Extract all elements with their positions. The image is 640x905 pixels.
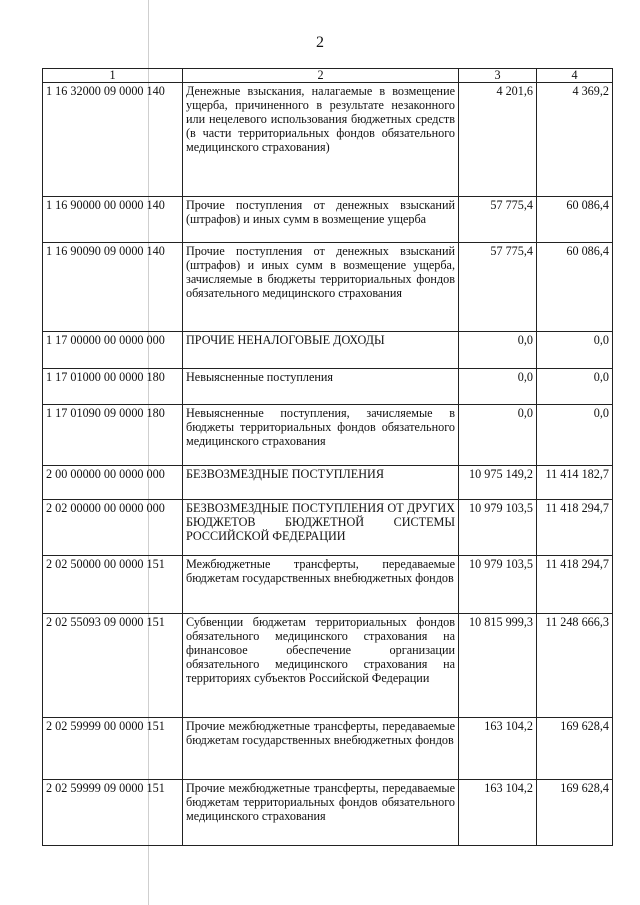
- row-value-2: 60 086,4: [537, 197, 613, 243]
- row-code: 1 17 01000 00 0000 180: [43, 369, 183, 405]
- table-row: [43, 243, 613, 332]
- row-code: 1 16 90000 00 0000 140: [43, 197, 183, 243]
- table-row: [43, 614, 613, 718]
- table-row: [43, 83, 613, 197]
- row-value-2: 60 086,4: [537, 243, 613, 332]
- row-description: Межбюджетные трансферты, передаваемые бюджетам государственных внебюджетных фондов: [183, 556, 459, 614]
- row-code: 1 17 00000 00 0000 000: [43, 332, 183, 369]
- row-description: Невыясненные поступления, зачисляемые в бюджеты территориальных фондов обязательного медицинского страхования: [183, 405, 459, 466]
- row-code: 2 02 00000 00 0000 000: [43, 500, 183, 556]
- row-value-1: 10 815 999,3: [459, 614, 537, 718]
- row-value-2: 0,0: [537, 332, 613, 369]
- row-value-1: 57 775,4: [459, 197, 537, 243]
- row-description: Прочие поступления от денежных взысканий (штрафов) и иных сумм в возмещение ущерба: [183, 197, 459, 243]
- row-value-2: 4 369,2: [537, 83, 613, 197]
- row-description: ПРОЧИЕ НЕНАЛОГОВЫЕ ДОХОДЫ: [183, 332, 459, 369]
- column-header-value-1: 3: [459, 69, 537, 83]
- row-value-2: 169 628,4: [537, 718, 613, 780]
- row-value-1: 57 775,4: [459, 243, 537, 332]
- row-value-2: 169 628,4: [537, 780, 613, 846]
- row-value-1: 163 104,2: [459, 780, 537, 846]
- row-value-1: 10 979 103,5: [459, 556, 537, 614]
- row-code: 2 02 59999 09 0000 151: [43, 780, 183, 846]
- row-value-2: 11 418 294,7: [537, 500, 613, 556]
- column-header-description: 2: [183, 69, 459, 83]
- row-code: 1 16 90090 09 0000 140: [43, 243, 183, 332]
- budget-revenue-table: [42, 68, 613, 846]
- row-value-1: 163 104,2: [459, 718, 537, 780]
- row-description: Прочие межбюджетные трансферты, передаваемые бюджетам территориальных фондов обязательного медицинского страхования: [183, 780, 459, 846]
- row-value-2: 11 418 294,7: [537, 556, 613, 614]
- column-header-value-2: 4: [537, 69, 613, 83]
- column-header-code: 1: [43, 69, 183, 83]
- row-value-2: 11 248 666,3: [537, 614, 613, 718]
- table-row: [43, 197, 613, 243]
- row-value-1: 0,0: [459, 332, 537, 369]
- row-description: Денежные взыскания, налагаемые в возмещение ущерба, причиненного в результате незаконного или нецелевого использования бюджетных средств (в части территориальных фондов обязательного медицинского страхования): [183, 83, 459, 197]
- row-value-1: 4 201,6: [459, 83, 537, 197]
- table-header-row: [43, 69, 613, 83]
- row-code: 2 02 55093 09 0000 151: [43, 614, 183, 718]
- row-value-1: 10 975 149,2: [459, 466, 537, 500]
- row-description: БЕЗВОЗМЕЗДНЫЕ ПОСТУПЛЕНИЯ: [183, 466, 459, 500]
- row-description: Прочие поступления от денежных взысканий (штрафов) и иных сумм в возмещение ущерба, зачисляемые в бюджеты территориальных фондов обязательного медицинского страхования: [183, 243, 459, 332]
- row-code: 1 16 32000 09 0000 140: [43, 83, 183, 197]
- row-value-2: 0,0: [537, 405, 613, 466]
- table-row: [43, 405, 613, 466]
- table-row: [43, 718, 613, 780]
- table-row: [43, 332, 613, 369]
- row-value-2: 0,0: [537, 369, 613, 405]
- row-description: Субвенции бюджетам территориальных фондов обязательного медицинского страхования на финансовое обеспечение организации обязательного медицинского страхования на территориях субъектов Российской Федерации: [183, 614, 459, 718]
- row-description: БЕЗВОЗМЕЗДНЫЕ ПОСТУПЛЕНИЯ ОТ ДРУГИХ БЮДЖЕТОВ БЮДЖЕТНОЙ СИСТЕМЫ РОССИЙСКОЙ ФЕДЕРАЦИИ: [183, 500, 459, 556]
- row-description: Прочие межбюджетные трансферты, передаваемые бюджетам государственных внебюджетных фондов: [183, 718, 459, 780]
- row-code: 2 02 50000 00 0000 151: [43, 556, 183, 614]
- table-row: [43, 780, 613, 846]
- row-code: 2 00 00000 00 0000 000: [43, 466, 183, 500]
- table-row: [43, 466, 613, 500]
- page-number: 2: [316, 34, 324, 51]
- row-value-1: 10 979 103,5: [459, 500, 537, 556]
- row-value-1: 0,0: [459, 405, 537, 466]
- row-value-2: 11 414 182,7: [537, 466, 613, 500]
- row-code: 1 17 01090 09 0000 180: [43, 405, 183, 466]
- row-description: Невыясненные поступления: [183, 369, 459, 405]
- table-row: [43, 500, 613, 556]
- table-row: [43, 556, 613, 614]
- row-value-1: 0,0: [459, 369, 537, 405]
- row-code: 2 02 59999 00 0000 151: [43, 718, 183, 780]
- table-row: [43, 369, 613, 405]
